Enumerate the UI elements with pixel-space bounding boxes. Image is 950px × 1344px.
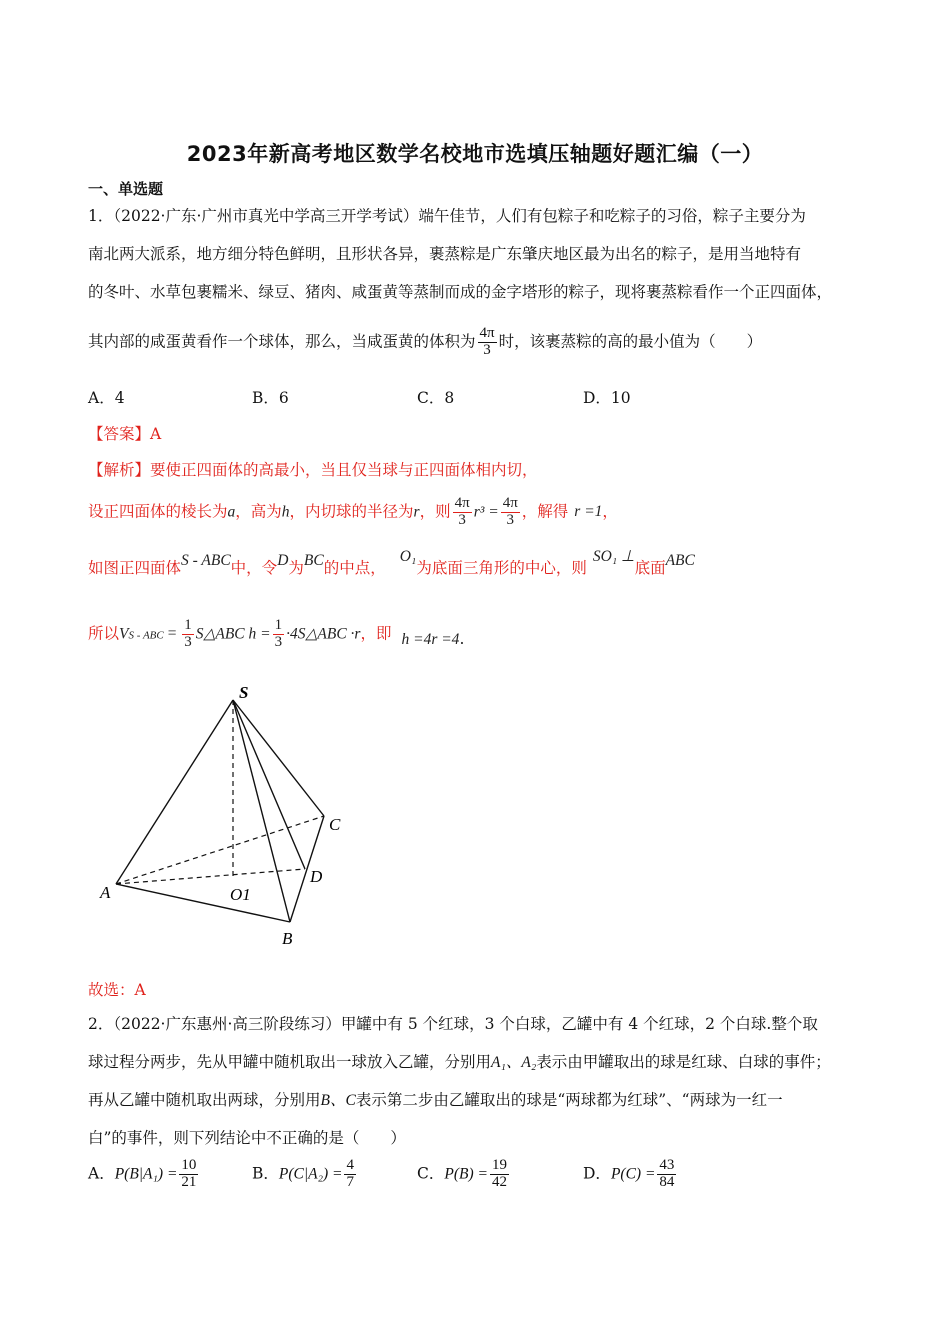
math-d: D xyxy=(277,552,289,569)
math-abc: ABC xyxy=(665,552,695,569)
option-label: A． xyxy=(88,1164,115,1183)
q1-line-3: 的冬叶、水草包裹糯米、绿豆、猪肉、咸蛋黄等蒸制而成的金字塔形的粽子，现将裹蒸粽看作一个正四面体， xyxy=(88,283,833,301)
text: 所以 xyxy=(88,624,120,643)
option-fraction xyxy=(490,1158,509,1191)
option-label: C． xyxy=(417,1164,445,1183)
fraction-4pi-3 xyxy=(453,496,472,529)
math-4s-r: ·4S△ABC ·r xyxy=(286,625,361,643)
label-s: S xyxy=(239,683,249,702)
q1-option-c: C．8 xyxy=(417,389,455,407)
fraction-denominator: 3 xyxy=(458,511,466,528)
q1-line-4-post: 时，该裹蒸粽的高的最小值为（ ） xyxy=(498,332,763,351)
text: 中，令 xyxy=(230,559,278,577)
q1-analysis-line-1: 【解析】要使正四面体的高最小，当且仅当球与正四面体相内切， xyxy=(88,461,538,479)
q2-option-b xyxy=(252,1158,358,1191)
fraction-numerator: 19 xyxy=(491,1157,507,1173)
fraction-denominator: 7 xyxy=(346,1173,354,1190)
edge-sd xyxy=(233,700,305,869)
text: ，则 xyxy=(419,502,451,521)
text: ，高为 xyxy=(235,502,282,521)
fraction-denominator: 3 xyxy=(483,341,491,358)
text: . xyxy=(459,630,465,649)
text: ，解得 xyxy=(521,502,569,521)
label-d: D xyxy=(310,867,323,886)
q2-line-2 xyxy=(88,1050,831,1072)
fraction-denominator: 3 xyxy=(506,511,514,528)
q1-volume-fraction xyxy=(478,326,497,359)
option-expression: P(B) = xyxy=(444,1165,488,1183)
text: 再从乙罐中随机取出两球，分别用 xyxy=(88,1091,321,1109)
math-subscript: S - ABC xyxy=(128,629,164,642)
text: 设正四面体的棱长为 xyxy=(88,502,228,521)
math-r: r xyxy=(413,503,420,521)
label-b: B xyxy=(282,929,293,948)
text: 为 xyxy=(288,559,304,577)
q1-conclusion: 故选：A xyxy=(88,981,146,999)
option-label: B． xyxy=(252,1164,279,1183)
q1-line-1: 1．（2022·广东·广州市真光中学高三开学考试）端午佳节，人们有包粽子和吃粽子的习俗，粽子主要分为 xyxy=(88,207,806,225)
text: 球过程分两步，先从甲罐中随机取出一球放入乙罐，分别用 xyxy=(88,1053,492,1071)
q2-option-a xyxy=(88,1158,200,1191)
math-s-abc: S - ABC xyxy=(181,552,231,569)
option-fraction xyxy=(344,1158,356,1191)
q1-analysis-line-2 xyxy=(88,496,618,529)
text: 表示第二步由乙罐取出的球是“两球都为红球”、“两球为一红一 xyxy=(355,1091,783,1109)
tetrahedron-figure xyxy=(96,680,356,950)
q1-analysis-line-4 xyxy=(88,618,464,651)
fraction-4pi-3-rhs xyxy=(501,496,520,529)
label-c: C xyxy=(329,815,341,834)
q1-option-d: D．10 xyxy=(583,389,631,407)
math-so1-perp: SO₁ ⊥ xyxy=(592,548,635,565)
q2-option-c xyxy=(417,1158,511,1191)
text: ，即 xyxy=(360,624,392,643)
text: ， xyxy=(602,502,618,521)
fraction-numerator: 4π xyxy=(479,325,495,341)
math-h-result: h =4r =4 xyxy=(401,631,460,649)
fraction-numerator: 10 xyxy=(181,1157,197,1173)
q1-line-4 xyxy=(88,326,762,359)
fraction-numerator: 4π xyxy=(454,495,470,511)
math-bc: BC xyxy=(303,552,324,569)
q1-option-a: A．4 xyxy=(88,389,125,407)
option-expression: P(C|A₂) = xyxy=(278,1165,343,1183)
math-equals: = xyxy=(166,625,178,643)
option-expression: P(B|A₁) = xyxy=(114,1165,178,1183)
fraction-denominator: 3 xyxy=(184,633,192,650)
text: 底面 xyxy=(634,559,666,577)
math-s-h: S△ABC h = xyxy=(195,625,271,643)
fraction-1-3 xyxy=(182,618,194,651)
option-fraction xyxy=(179,1158,198,1191)
edge-sc xyxy=(233,700,324,816)
math-r-equals-1: r =1 xyxy=(574,503,603,521)
fraction-numerator: 43 xyxy=(659,1157,675,1173)
fraction-numerator: 1 xyxy=(184,617,192,633)
option-expression: P(C) = xyxy=(610,1165,656,1183)
fraction-denominator: 84 xyxy=(659,1173,675,1190)
label-a: A xyxy=(100,883,111,902)
fraction-denominator: 21 xyxy=(181,1173,197,1190)
q1-answer: 【答案】A xyxy=(88,425,162,443)
q1-analysis-line-3 xyxy=(88,548,695,578)
text: ，内切球的半径为 xyxy=(289,502,414,521)
q1-option-b: B．6 xyxy=(252,389,289,407)
q2-line-1: 2．（2022·广东惠州·高三阶段练习）甲罐中有 5 个红球，3 个白球，乙罐中有 4 个红球，2 个白球.整个取 xyxy=(88,1015,818,1033)
math-a: a xyxy=(227,503,236,521)
math-b-c: B、C xyxy=(320,1092,356,1109)
fraction-denominator: 3 xyxy=(274,633,283,650)
math-r-cubed: r³ = xyxy=(473,503,499,521)
fraction-numerator: 4 xyxy=(346,1157,354,1173)
q1-line-2: 南北两大派系，地方细分特色鲜明，且形状各异，裹蒸粽是广东肇庆地区最为出名的粽子，是用当地特有 xyxy=(88,245,802,263)
edge-sa xyxy=(116,700,233,884)
label-o1: O1 xyxy=(230,885,251,904)
text: 表示由甲罐取出的球是红球、白球的事件； xyxy=(536,1053,831,1071)
q2-line-4: 白”的事件，则下列结论中不正确的是（ ） xyxy=(88,1129,406,1147)
fraction-1-3-b xyxy=(273,618,285,651)
q1-line-4-pre: 其内部的咸蛋黄看作一个球体，那么，当咸蛋黄的体积为 xyxy=(88,332,476,351)
option-label: D． xyxy=(583,1164,611,1183)
section-heading: 一、单选题 xyxy=(88,180,164,198)
q2-line-3 xyxy=(88,1088,783,1110)
math-a1-a2: A₁、A₂ xyxy=(491,1054,537,1071)
fraction-denominator: 42 xyxy=(491,1173,507,1190)
edge-ac-hidden xyxy=(116,816,324,884)
text: 的中点， xyxy=(323,559,386,577)
option-fraction xyxy=(657,1158,676,1191)
fraction-numerator: 1 xyxy=(274,617,283,633)
math-o1: O₁ xyxy=(399,548,417,565)
math-v: V xyxy=(119,625,129,643)
fraction-numerator: 4π xyxy=(502,495,518,511)
text: 如图正四面体 xyxy=(88,559,182,577)
q2-option-d xyxy=(583,1158,678,1191)
text: 为底面三角形的中心，则 xyxy=(416,559,587,577)
edge-ab xyxy=(116,884,290,922)
math-h: h xyxy=(281,503,290,521)
page-title: 2023年新高考地区数学名校地市选填压轴题好题汇编（一） xyxy=(186,142,764,166)
